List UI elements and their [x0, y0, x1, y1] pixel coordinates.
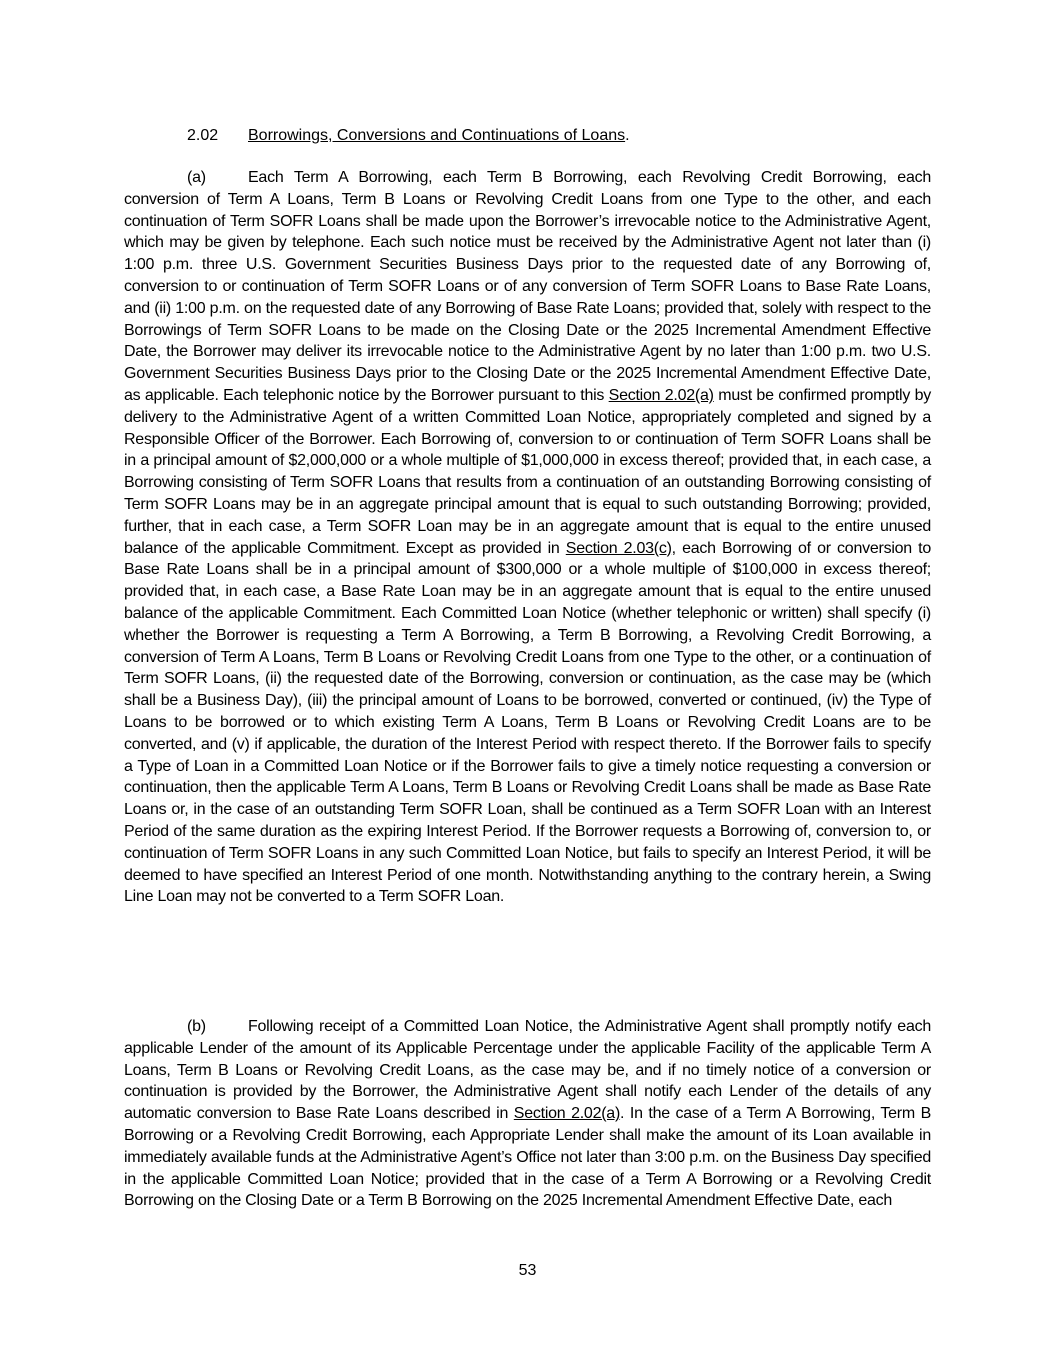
paragraph-b-text-2: . In the case of a Term A Borrowing, Term B Borrowing or a Revolving Credit Borrowing, each Appropriate Lender shall make the amount of its Loan available in immediately available funds at the Administrative Agent’s Office not later than 3:00 p.m. on the Business Day specified in the applicable Committed Loan Notice; provided that in the case of a Term A Borrowing or a Revolving Credit Borrowing on the Closing Date or a Term B Borrowing on the 2025 Incremental Amendment Effective Date, each [124, 1105, 932, 1210]
paragraph-b-label: (b) [187, 1018, 206, 1035]
cross-reference-section-2-03c: Section 2.03(c) [565, 539, 672, 557]
section-title-period: . [625, 127, 630, 144]
paragraph-a-text-3: , each Borrowing of or conversion to Base Rate Loans shall be in a principal amount of $300,000 or a whole multiple of $100,000 in excess thereof; provided that, in each case, a Base Rate Loan may be in an aggregate amount that is equal to the entire unused balance of the applicable Commitment. Each Committed Loan Notice (whether telephonic or written) shall specify (i) whether the Borrower is requesting a Term A Borrowing, a Term B Borrowing, a Revolving Credit Borrowing, a conversion of Term A Loans, Term B Loans or Revolving Credit Loans from one Type to the other, or a continuation of Term SOFR Loans, (ii) the requested date of the Borrowing, conversion or continuation, as the case may be (which shall be a Business Day), (iii) the principal amount of Loans to be borrowed, converted or continued, (iv) the Type of Loans to be borrowed or to which existing Term A Loans, Term B Loans or Revolving Credit Loans are to be converted, and (v) if applicable, the duration of the Interest Period with respect thereto. If the Borrower fails to specify a Type of Loan in a Committed Loan Notice or if the Borrower fails to give a timely notice requesting a conversion or continuation, then the applicable Term A Loans, Term B Loans or Revolving Credit Loans shall be made as Base Rate Loans or, in the case of an outstanding Term SOFR Loan, shall be continued as a Term SOFR Loan with an Interest Period of the same duration as the expiring Interest Period. If the Borrower requests a Borrowing of, conversion to, or continuation of Term SOFR Loans in any such Committed Loan Notice, but fails to specify an Interest Period, it will be deemed to have specified an Interest Period of one month. Notwithstanding anything to the contrary herein, a Swing Line Loan may not be converted to a Term SOFR Loan. [124, 539, 932, 906]
cross-reference-section-2-02a: Section 2.02(a) [608, 386, 714, 404]
paragraph-a-text-2: must be confirmed promptly by delivery to the Administrative Agent of a written Committed Loan Notice, appropriately completed and signed by a Responsible Officer of the Borrower. Each Borrowing of, conversion to or continuation of Term SOFR Loans shall be in a principal amount of $2,000,000 or a whole multiple of $1,000,000 in excess thereof; provided that, in each case, a Borrowing consisting of Term SOFR Loans that results from a continuation of an outstanding Borrowing consisting of Term SOFR Loans may be in an aggregate principal amount that is equal to such outstanding Borrowing; provided, further, that in each case, a Term SOFR Loan may be in an aggregate amount that is equal to the entire unused balance of the applicable Commitment. Except as provided in [124, 386, 931, 557]
section-heading [187, 125, 630, 147]
page-number: 53 [518, 1262, 537, 1279]
paragraph-a [124, 167, 931, 908]
paragraph-a-text-1: Each Term A Borrowing, each Term B Borrowing, each Revolving Credit Borrowing, each conversion of Term A Loans, Term B Loans or Revolving Credit Loans from one Type to the other, and each continuation of Term SOFR Loans shall be made upon the Borrower’s irrevocable notice to the Administrative Agent, which may be given by telephone. Each such notice must be received by the Administrative Agent not later than (i) 1:00 p.m. three U.S. Government Securities Business Days prior to the requested date of any Borrowing of, conversion to or continuation of Term SOFR Loans or of any conversion of Term SOFR Loans to Base Rate Loans, and (ii) 1:00 p.m. on the requested date of any Borrowing of Base Rate Loans; provided that, solely with respect to the Borrowings of Term SOFR Loans to be made on the Closing Date or the 2025 Incremental Amendment Effective Date, the Borrower may deliver its irrevocable notice to the Administrative Agent by no later than 1:00 p.m. two U.S. Government Securities Business Days prior to the Closing Date or the 2025 Incremental Amendment Effective Date, as applicable. Each telephonic notice by the Borrower pursuant to this [124, 169, 931, 404]
paragraph-a-label: (a) [187, 169, 206, 186]
section-title: Borrowings, Conversions and Continuations of Loans [248, 127, 626, 144]
paragraph-b [124, 1016, 931, 1212]
paragraph-b-text-1: Following receipt of a Committed Loan Notice, the Administrative Agent shall promptly notify each applicable Lender of the amount of its Applicable Percentage under the applicable Facility of the applicable Term A Loans, Term B Loans or Revolving Credit Loans, as the case may be, and if no timely notice of a conversion or continuation is provided by the Borrower, the Administrative Agent shall notify each Lender of the details of any automatic conversion to Base Rate Loans described in [124, 1018, 931, 1123]
section-number: 2.02 [187, 127, 219, 144]
cross-reference-section-2-02a-b: Section 2.02(a) [513, 1105, 621, 1123]
